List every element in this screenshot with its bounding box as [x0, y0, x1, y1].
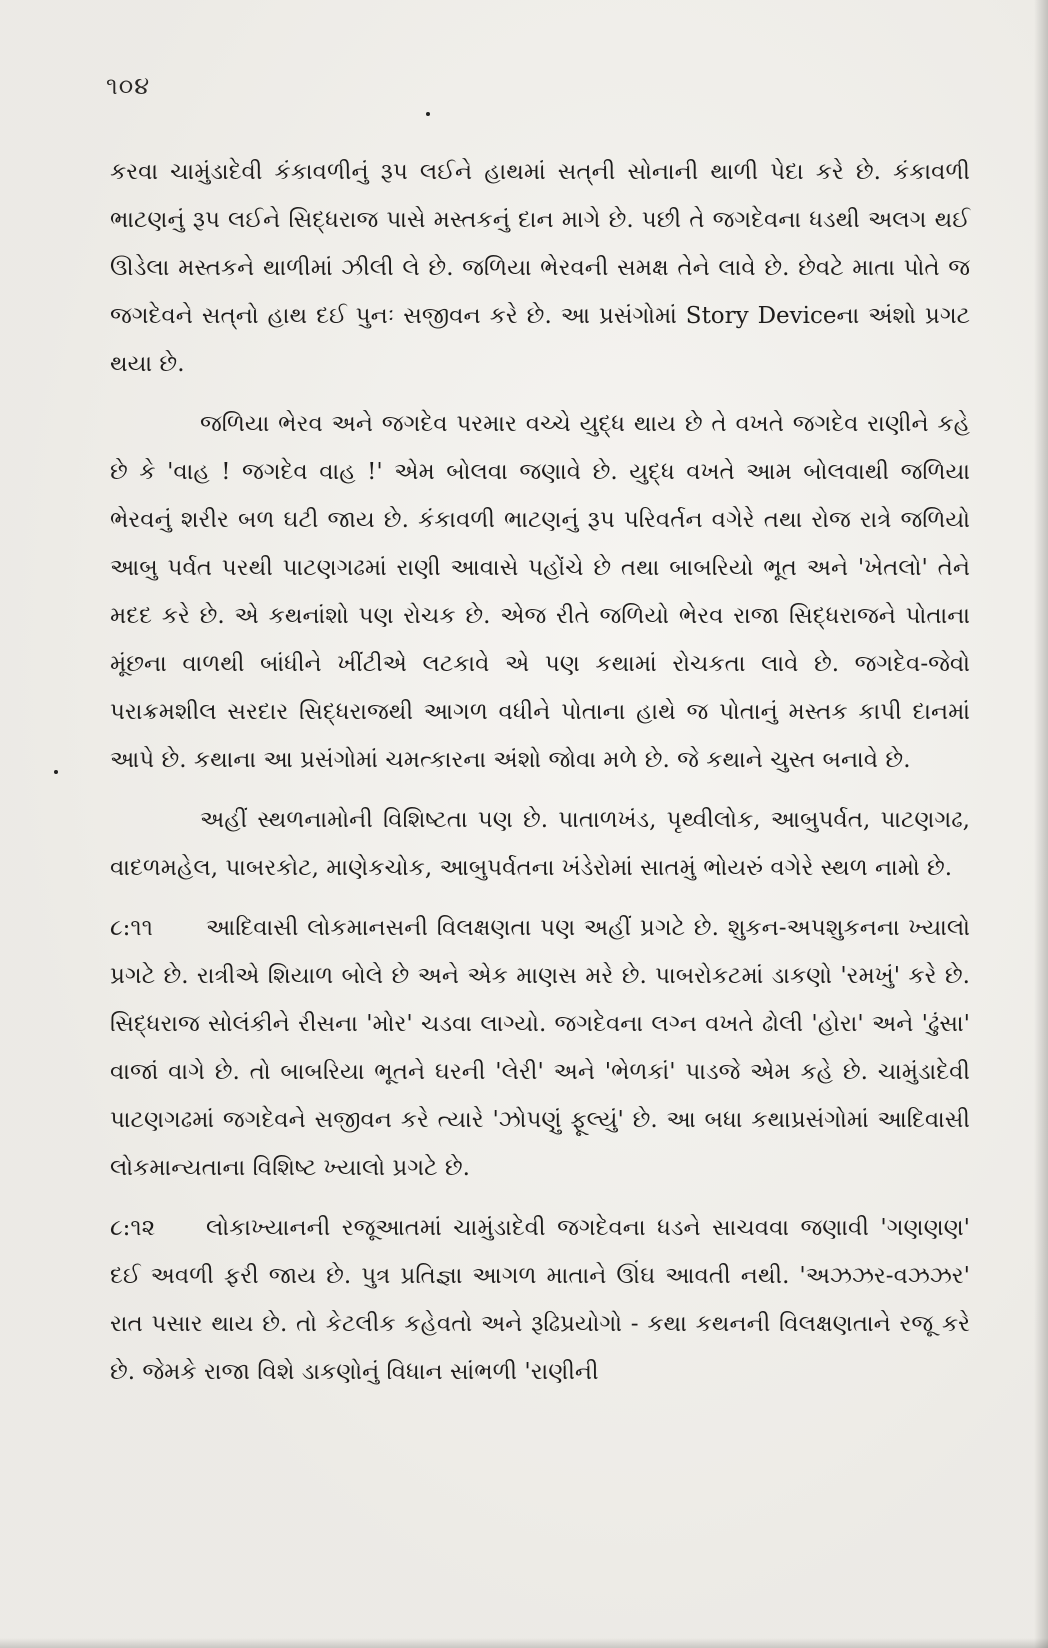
paragraph-story-device [110, 148, 970, 388]
paragraph-text: લોકાખ્યાનની રજૂઆતમાં ચામુંડાદેવી જગદેવના ધડને સાચવવા જણાવી 'ગણણણ' દઈ અવળી ફરી જાય છે. પુત્ર પ્રતિજ્ઞા આગળ માતાને ઊંઘ આવતી નથી. 'અઝઝર-વઝઝર' રાત પસાર થાય છે. તો કેટલીક કહેવતો અને રૂઢિપ્રયોગો - કથા કથનની વિલક્ષણતાને રજૂ કરે છે. જેમકે રાજા વિશે ડાકણોનું વિધાન સાંભળી 'રાણીની [110, 1215, 970, 1385]
paragraph-text: અહીં સ્થળનામોની વિશિષ્ટતા પણ છે. પાતાળખંડ, પૃથ્વીલોક, આબુપર્વત, પાટણગઢ, વાદળમહેલ, પાબરકોટ, માણેકચોક, આબુપર્વતના ખંડેરોમાં સાતમું ભોયરું વગેરે સ્થળ નામો છે. [110, 807, 970, 881]
page-number: ૧૦૪ [106, 72, 151, 100]
page-body [110, 148, 970, 1408]
page-bottom-shadow [0, 1638, 1048, 1648]
section-number: ૮:૧૨ [110, 1215, 156, 1241]
section-number: ૮:૧૧ [110, 915, 153, 941]
section-8-11 [110, 904, 970, 1192]
ink-speck [426, 112, 430, 116]
paragraph-text: આદિવાસી લોકમાનસની વિલક્ષણતા પણ અહીં પ્રગટે છે. શુકન-અપશુકનના ખ્યાલો પ્રગટે છે. રાત્રીએ શિયાળ બોલે છે અને એક માણસ મરે છે. પાબરોકટમાં ડાકણો 'રમખું' કરે છે. સિદ્ધરાજ સોલંકીને રીસના 'મોર' ચડવા લાગ્યો. જગદેવના લગ્ન વખતે ઢોલી 'હોરા' અને 'ઢુંસા' વાજાં વાગે છે. તો બાબરિયા ભૂતને ઘરની 'લેરી' અને 'ભેળકાં' પાડજે એમ કહે છે. ચામુંડાદેવી પાટણગઢમાં જગદેવને સજીવન કરે ત્યારે 'ઝોપણું ફૂલ્યું' છે. આ બધા કથાપ્રસંગોમાં આદિવાસી લોકમાન્યતાના વિશિષ્ટ ખ્યાલો પ્રગટે છે. [110, 915, 970, 1181]
ink-speck [54, 770, 58, 774]
page-edge-shadow [1034, 0, 1048, 1648]
section-8-12 [110, 1204, 970, 1396]
paragraph-text: કરવા ચામુંડાદેવી કંકાવળીનું રૂપ લઈને હાથમાં સત્‌ની સોનાની થાળી પેદા કરે છે. કંકાવળી ભાટણનું રૂપ લઈને સિદ્ધરાજ પાસે મસ્તકનું દાન માગે છે. પછી તે જગદેવના ધડથી અલગ થઈ ઊડેલા મસ્તકને થાળીમાં ઝીલી લે છે. જળિયા ભેરવની સમક્ષ તેને લાવે છે. છેવટે માતા પોતે જ જગદેવને સત્‌નો હાથ દઈ પુનઃ સજીવન કરે છે. આ પ્રસંગોમાં Story Deviceના અંશો પ્રગટ થયા છે. [110, 159, 970, 377]
paragraph-place-names [110, 796, 970, 892]
paragraph-battle [110, 400, 970, 784]
paragraph-text: જળિયા ભેરવ અને જગદેવ પરમાર વચ્ચે યુદ્ધ થાય છે તે વખતે જગદેવ રાણીને કહે છે કે 'વાહ ! જગદેવ વાહ !' એમ બોલવા જણાવે છે. યુદ્ધ વખતે આમ બોલવાથી જળિયા ભેરવનું શરીર બળ ઘટી જાય છે. કંકાવળી ભાટણનું રૂપ પરિવર્તન વગેરે તથા રોજ રાત્રે જળિયો આબુ પર્વત પરથી પાટણગઢમાં રાણી આવાસે પહોંચે છે તથા બાબરિયો ભૂત અને 'ખેતલો' તેને મદદ કરે છે. એ કથનાંશો પણ રોચક છે. એજ રીતે જળિયો ભેરવ રાજા સિદ્ધરાજને પોતાના મૂંછના વાળથી બાંધીને ખીંટીએ લટકાવે એ પણ કથામાં રોચકતા લાવે છે. જગદેવ-જેવો પરાક્રમશીલ સરદાર સિદ્ધરાજથી આગળ વધીને પોતાના હાથે જ પોતાનું મસ્તક કાપી દાનમાં આપે છે. કથાના આ પ્રસંગોમાં ચમત્કારના અંશો જોવા મળે છે. જે કથાને ચુસ્ત બનાવે છે. [110, 411, 970, 773]
